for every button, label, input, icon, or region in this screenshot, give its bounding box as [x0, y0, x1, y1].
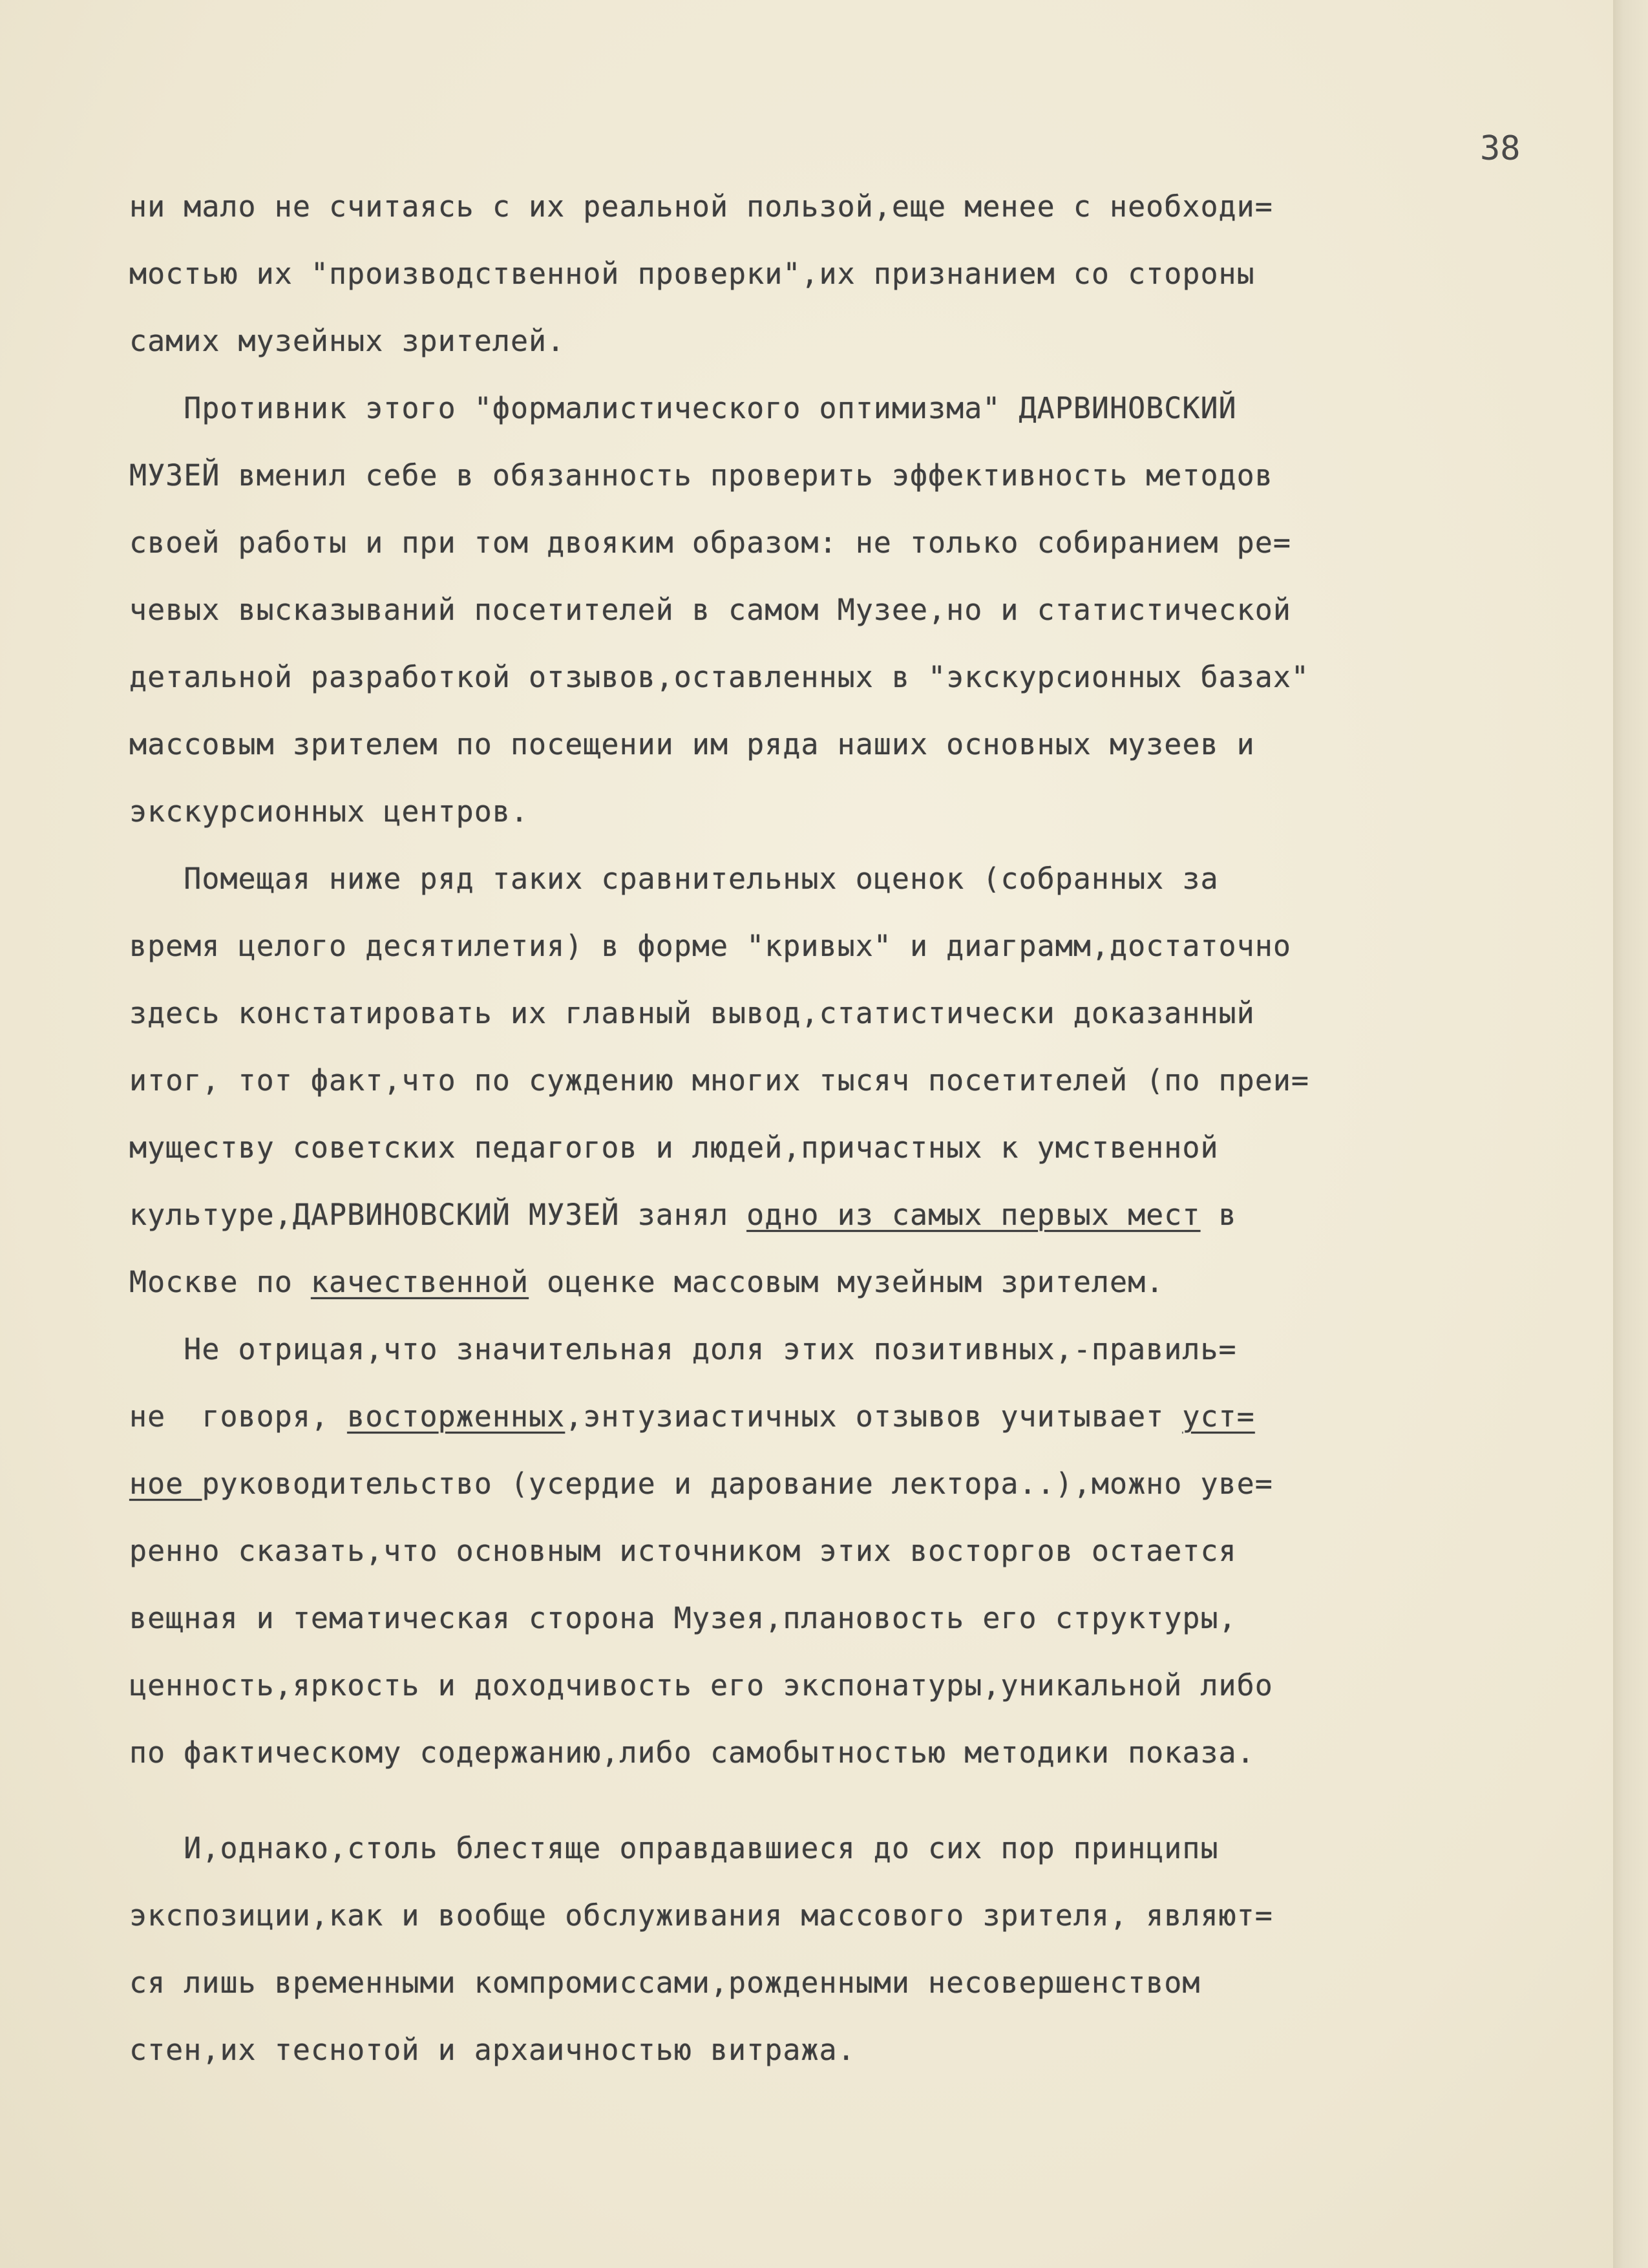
text-segment: не говоря,	[129, 1399, 348, 1434]
text-line: своей работы и при том двояким образом: не только собиранием ре=	[129, 525, 1291, 560]
text-line: ся лишь временными компромиссами,рожденными несовершенством	[129, 1966, 1201, 2000]
text-line	[129, 1182, 1519, 1249]
text-line: стен,их теснотой и архаичностью витража.	[129, 2033, 856, 2067]
text-segment: ,энтузиастичных отзывов учитывает	[565, 1399, 1183, 1434]
text-line: самих музейных зрителей.	[129, 324, 565, 358]
underlined-phrase: уст=	[1182, 1399, 1255, 1434]
paragraph-gap	[129, 1786, 1519, 1815]
text-segment: в	[1200, 1198, 1237, 1232]
text-line: чевых высказываний посетителей в самом Музее,но и статистической	[129, 593, 1291, 627]
text-line: Противник этого "формалистического оптимизма" ДАРВИНОВСКИЙ	[129, 391, 1237, 425]
text-line	[129, 1450, 1519, 1518]
typed-text-body	[129, 173, 1519, 2084]
text-line: Помещая ниже ряд таких сравнительных оценок (собранных за	[129, 862, 1219, 896]
text-line: время целого десятилетия) в форме "кривых" и диаграмм,достаточно	[129, 929, 1291, 963]
text-line: здесь констатировать их главный вывод,статистически доказанный	[129, 996, 1255, 1030]
text-line: муществу советских педагогов и людей,причастных к умственной	[129, 1130, 1219, 1165]
text-line: итог, тот факт,что по суждению многих тысяч посетителей (по преи=	[129, 1063, 1309, 1097]
text-segment: культуре,ДАРВИНОВСКИЙ МУЗЕЙ занял	[129, 1198, 747, 1232]
text-line: ценность,яркость и доходчивость его экспонатуры,уникальной либо	[129, 1668, 1273, 1702]
underlined-phrase: качественной	[310, 1265, 529, 1299]
text-line	[129, 1383, 1519, 1450]
text-line: вещная и тематическая сторона Музея,плановость его структуры,	[129, 1601, 1237, 1635]
text-line: детальной разработкой отзывов,оставленных в "экскурсионных базах"	[129, 660, 1309, 694]
text-line: ни мало не считаясь с их реальной пользой,еще менее с необходи=	[129, 189, 1273, 224]
text-line: И,однако,столь блестяще оправдавшиеся до сих пор принципы	[129, 1831, 1219, 1865]
text-line: Не отрицая,что значительная доля этих позитивных,-правиль=	[129, 1332, 1237, 1366]
underlined-phrase: восторженных	[347, 1399, 565, 1434]
text-line: экскурсионных центров.	[129, 794, 529, 829]
text-line: экспозиции,как и вообще обслуживания массового зрителя, являют=	[129, 1898, 1273, 1933]
text-line: МУЗЕЙ вменил себе в обязанность проверить эффективность методов	[129, 458, 1273, 493]
underlined-phrase: одно из самых первых мест	[746, 1198, 1201, 1232]
text-segment: руководительство (усердие и дарование лектора..),можно уве=	[202, 1467, 1273, 1501]
text-line: массовым зрителем по посещении им ряда наших основных музеев и	[129, 727, 1255, 761]
text-line: мостью их "производственной проверки",их признанием со стороны	[129, 257, 1255, 291]
underlined-phrase: ное	[129, 1467, 202, 1501]
text-segment: Москве по	[129, 1265, 311, 1299]
text-line	[129, 1249, 1519, 1316]
text-line: ренно сказать,что основным источником этих восторгов остается	[129, 1534, 1237, 1568]
page-number: 38	[1480, 129, 1521, 168]
text-segment: оценке массовым музейным зрителем.	[529, 1265, 1165, 1299]
text-line: по фактическому содержанию,либо самобытностью методики показа.	[129, 1735, 1255, 1770]
page-edge	[1613, 0, 1648, 2268]
